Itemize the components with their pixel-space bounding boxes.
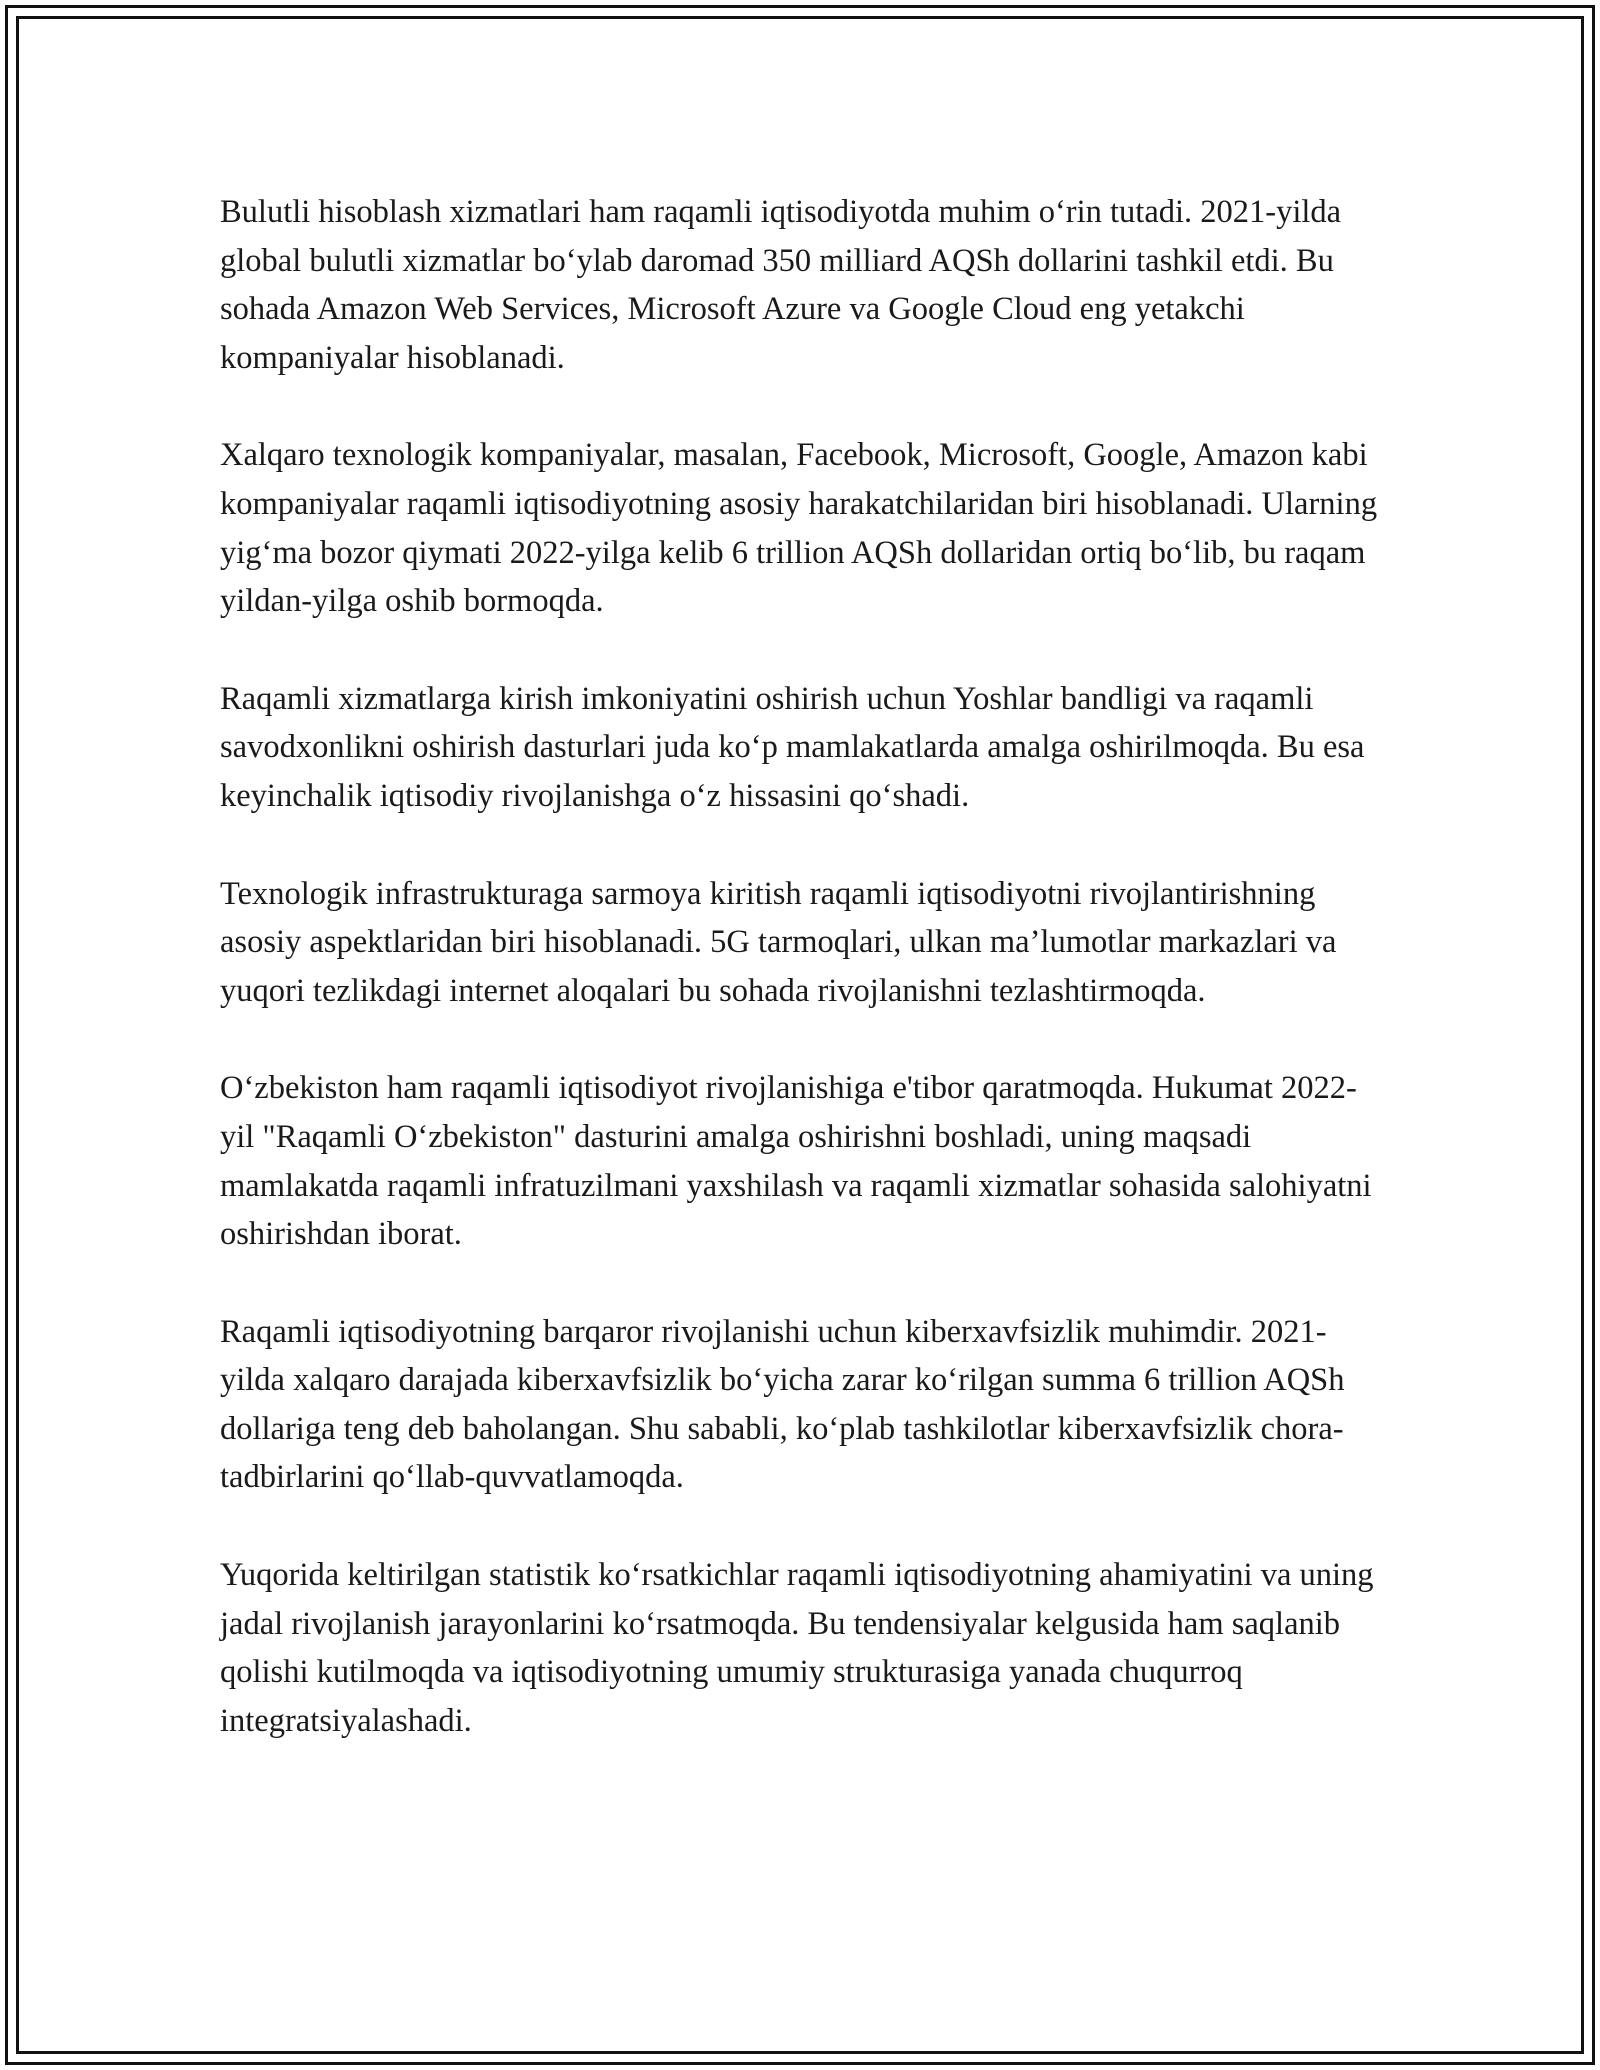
paragraph-uzbekistan: O‘zbekiston ham raqamli iqtisodiyot rivojlanishiga e'tibor qaratmoqda. Hukumat 2022-yil "Raqamli O‘zbekiston" dasturini amalga oshirishni boshladi, uning maqsadi mamlakatda raqamli infratuzilmani yaxshilash va raqamli xizmatlar sohasida salohiyatni oshirishdan iborat. [220,1070,1372,1253]
paragraph-infrastructure: Texnologik infrastrukturaga sarmoya kiritish raqamli iqtisodiyotni rivojlantirishning asosiy aspektlaridan biri hisoblanadi. 5G tarmoqlari, ulkan ma’lumotlar markazlari va yuqori tezlikdagi internet aloqalari bu sohada rivojlanishni tezlashtirmoqda. [220,875,1337,1009]
paragraph-conclusion: Yuqorida keltirilgan statistik ko‘rsatkichlar raqamli iqtisodiyotning ahamiyatini va uning jadal rivojlanish jarayonlarini ko‘rsatmoqda. Bu tendensiyalar kelgusida ham saqlanib qolishi kutilmoqda va iqtisodiyotning umumiy strukturasiga yanada chuqurroq integratsiyalashadi. [220,1557,1374,1739]
paragraph-cybersecurity: Raqamli iqtisodiyotning barqaror rivojlanishi uchun kiberxavfsizlik muhimdir. 2021-yilda xalqaro darajada kiberxavfsizlik bo‘yicha zarar ko‘rilgan summa 6 trillion AQSh dollariga teng deb baholangan. Shu sababli, ko‘plab tashkilotlar kiberxavfsizlik chora-tadbirlarini qo‘llab-quvvatlamoqda. [220,1313,1345,1496]
document-body [220,188,1380,1745]
paragraph-cloud-computing: Bulutli hisoblash xizmatlari ham raqamli iqtisodiyotda muhim o‘rin tutadi. 2021-yilda global bulutli xizmatlar bo‘ylab daromad 350 milliard AQSh dollarini tashkil etdi. Bu sohada Amazon Web Services, Microsoft Azure va Google Cloud eng yetakchi kompaniyalar hisoblanadi. [220,194,1342,376]
paragraph-digital-literacy: Raqamli xizmatlarga kirish imkoniyatini oshirish uchun Yoshlar bandligi va raqamli savodxonlikni oshirish dasturlari juda ko‘p mamlakatlarda amalga oshirilmoqda. Bu esa keyinchalik iqtisodiy rivojlanishga o‘z hissasini qo‘shadi. [220,680,1365,814]
paragraph-tech-companies: Xalqaro texnologik kompaniyalar, masalan, Facebook, Microsoft, Google, Amazon kabi kompaniyalar raqamli iqtisodiyotning asosiy harakatchilaridan biri hisoblanadi. Ularning yig‘ma bozor qiymati 2022-yilga kelib 6 trillion AQSh dollaridan ortiq bo‘lib, bu raqam yildan-yilga oshib bormoqda. [220,437,1378,620]
